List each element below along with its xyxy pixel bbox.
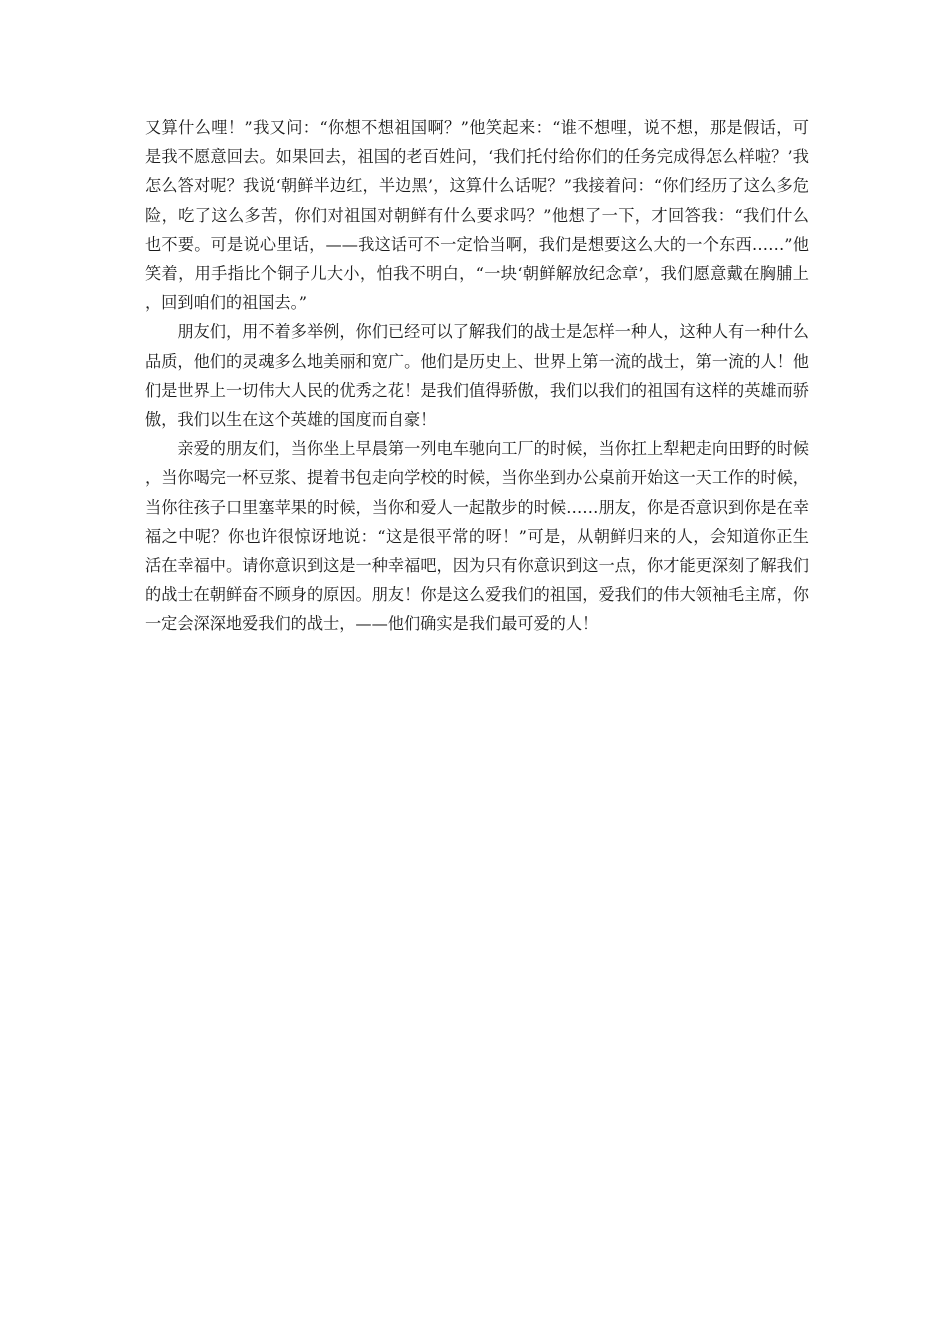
body-text [145, 113, 809, 639]
paragraph-continued: 又算什么哩！”我又问：“你想不想祖国啊？”他笑起来：“谁不想哩，说不想，那是假话，可是我不愿意回去。如果回去，祖国的老百姓问，‘我们托付给你们的任务完成得怎么样啦？’我怎么答对呢？我说‘朝鲜半边红，半边黑’，这算什么话呢？”我接着问：“你们经历了这么多危险，吃了这么多苦，你们对祖国对朝鲜有什么要求吗？”他想了一下，才回答我：“我们什么也不要。可是说心里话，——我这话可不一定恰当啊，我们是想要这么大的一个东西……”他笑着，用手指比个铜子儿大小，怕我不明白，“一块‘朝鲜解放纪念章’，我们愿意戴在胸脯上，回到咱们的祖国去。” [145, 118, 809, 313]
paragraph: 亲爱的朋友们，当你坐上早晨第一列电车驰向工厂的时候，当你扛上犁耙走向田野的时候，当你喝完一杯豆浆、提着书包走向学校的时候，当你坐到办公桌前开始这一天工作的时候，当你往孩子口里塞苹果的时候，当你和爱人一起散步的时候……朋友，你是否意识到你是在幸福之中呢？你也许很惊讶地说：“这是很平常的呀！”可是，从朝鲜归来的人，会知道你正生活在幸福中。请你意识到这是一种幸福吧，因为只有你意识到这一点，你才能更深刻了解我们的战士在朝鲜奋不顾身的原因。朋友！你是这么爱我们的祖国，爱我们的伟大领袖毛主席，你一定会深深地爱我们的战士，——他们确实是我们最可爱的人！ [145, 439, 809, 634]
paragraph: 朋友们，用不着多举例，你们已经可以了解我们的战士是怎样一种人，这种人有一种什么品质，他们的灵魂多么地美丽和宽广。他们是历史上、世界上第一流的战士，第一流的人！他们是世界上一切伟大人民的优秀之花！是我们值得骄傲，我们以我们的祖国有这样的英雄而骄傲，我们以生在这个英雄的国度而自豪！ [145, 322, 809, 430]
